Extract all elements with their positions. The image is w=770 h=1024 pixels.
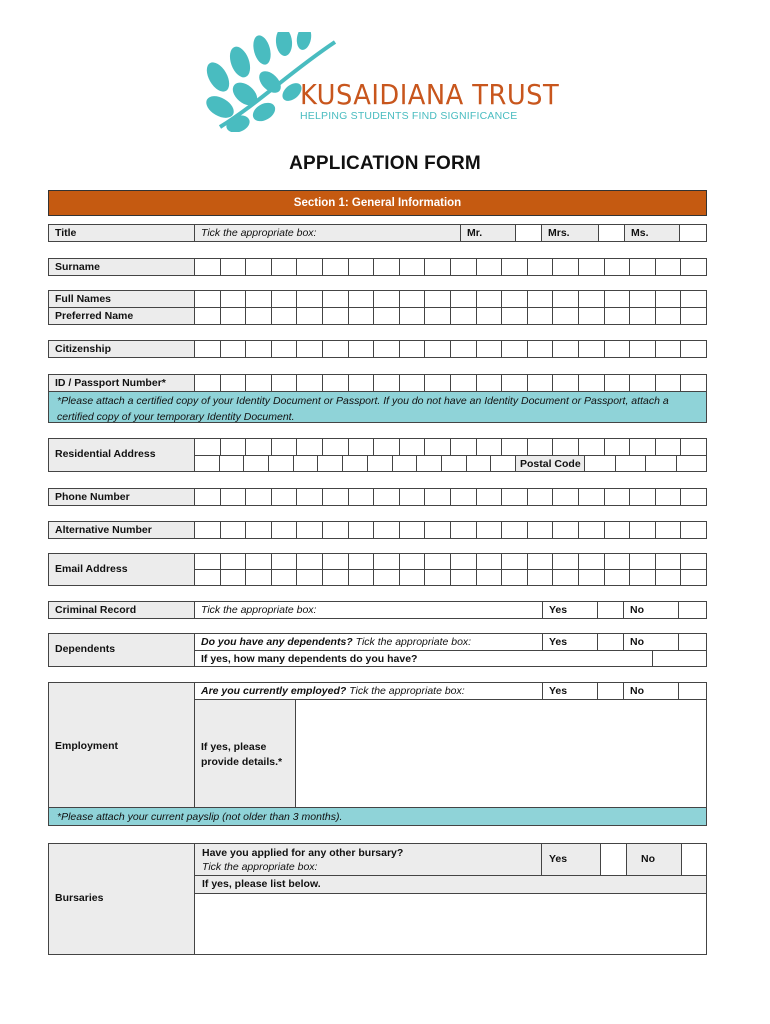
bursaries-yes-checkbox[interactable]: [600, 843, 627, 876]
address-label: Residential Address: [48, 438, 195, 472]
email-line1: [194, 553, 707, 570]
mrs-label: Mrs.: [542, 225, 599, 241]
citizenship-boxes[interactable]: [195, 341, 706, 357]
employment-question: [195, 683, 543, 699]
bursaries-no-label: No: [626, 843, 682, 876]
address-line1: [194, 438, 707, 456]
surname-boxes[interactable]: [195, 259, 706, 275]
criminal-no-checkbox[interactable]: [679, 602, 706, 618]
address-line2-boxes[interactable]: [195, 456, 515, 471]
criminal-label: Criminal Record: [49, 602, 195, 618]
dependents-question-rest: Tick the appropriate box:: [352, 636, 472, 648]
email-line1-boxes[interactable]: [195, 554, 706, 569]
surname-label: Surname: [49, 259, 195, 275]
mrs-checkbox[interactable]: [599, 225, 625, 241]
alt-phone-boxes[interactable]: [195, 522, 706, 538]
mr-checkbox[interactable]: [516, 225, 542, 241]
alt-phone-label: Alternative Number: [49, 522, 195, 538]
dependents-question: [195, 634, 543, 650]
alt-phone-row: [48, 521, 707, 539]
preferred-name-boxes[interactable]: [195, 308, 706, 324]
postal-code-label: Postal Code: [515, 456, 585, 471]
dependents-yes-label: Yes: [543, 634, 598, 650]
employment-yes-checkbox[interactable]: [598, 683, 624, 699]
surname-row: [48, 258, 707, 276]
criminal-yes-label: Yes: [543, 602, 598, 618]
logo-title: KUSAIDIANA TRUST: [300, 78, 560, 111]
phone-boxes[interactable]: [195, 489, 706, 505]
bursaries-followup: If yes, please list below.: [194, 875, 707, 894]
title-label: Title: [49, 225, 195, 241]
address-line1-boxes[interactable]: [195, 439, 706, 455]
ms-checkbox[interactable]: [680, 225, 706, 241]
email-line2-boxes[interactable]: [195, 570, 706, 585]
employment-details-label: If yes, please provide details.*: [194, 699, 296, 808]
dependents-yes-checkbox[interactable]: [598, 634, 624, 650]
dependents-no-checkbox[interactable]: [679, 634, 706, 650]
logo-tagline: HELPING STUDENTS FIND SIGNIFICANCE: [300, 110, 518, 122]
full-names-label: Full Names: [49, 291, 195, 307]
dependents-followup-row: [194, 650, 707, 667]
dependents-count-input[interactable]: [653, 651, 706, 666]
phone-label: Phone Number: [49, 489, 195, 505]
employment-no-label: No: [624, 683, 679, 699]
full-names-row: [48, 290, 707, 308]
preferred-name-row: [48, 307, 707, 325]
employment-details-input[interactable]: [295, 699, 707, 808]
bursaries-label: Bursaries: [48, 843, 195, 955]
dependents-question-row: [194, 633, 707, 651]
id-label: ID / Passport Number*: [49, 375, 195, 391]
dependents-followup: If yes, how many dependents do you have?: [195, 651, 653, 666]
title-row: [48, 224, 707, 242]
dependents-no-label: No: [624, 634, 679, 650]
employment-question-bold: Are you currently employed?: [201, 685, 347, 697]
phone-row: [48, 488, 707, 506]
bursaries-instruction: Tick the appropriate box:: [202, 861, 318, 873]
mr-label: Mr.: [461, 225, 516, 241]
bursaries-question-cell: [194, 843, 542, 876]
ms-label: Ms.: [625, 225, 680, 241]
employment-label: Employment: [48, 682, 195, 808]
criminal-yes-checkbox[interactable]: [598, 602, 624, 618]
citizenship-row: [48, 340, 707, 358]
employment-note: *Please attach your current payslip (not older than 3 months).: [48, 807, 707, 826]
criminal-row: [48, 601, 707, 619]
dependents-question-bold: Do you have any dependents?: [201, 636, 353, 648]
bursaries-no-checkbox[interactable]: [681, 843, 707, 876]
employment-question-rest: Tick the appropriate box:: [346, 685, 465, 697]
bursaries-yes-label: Yes: [541, 843, 601, 876]
employment-no-checkbox[interactable]: [679, 683, 706, 699]
form-title: APPLICATION FORM: [289, 153, 481, 174]
section-header: Section 1: General Information: [48, 190, 707, 216]
email-line2: [194, 569, 707, 586]
postal-code-boxes[interactable]: [585, 456, 706, 471]
address-line2: [194, 455, 707, 472]
employment-question-row: [194, 682, 707, 700]
id-boxes[interactable]: [195, 375, 706, 391]
preferred-name-label: Preferred Name: [49, 308, 195, 324]
id-note: *Please attach a certified copy of your Identity Document or Passport. If you do not have an Identity Document or Passport, attach a certified copy of your temporary Identity Document.: [48, 391, 707, 423]
email-label: Email Address: [48, 553, 195, 586]
bursaries-question: Have you applied for any other bursary?: [202, 847, 404, 859]
full-names-boxes[interactable]: [195, 291, 706, 307]
criminal-no-label: No: [624, 602, 679, 618]
citizenship-label: Citizenship: [49, 341, 195, 357]
bursaries-list-input[interactable]: [194, 893, 707, 955]
dependents-label: Dependents: [48, 633, 195, 667]
id-row: [48, 374, 707, 392]
title-instruction: Tick the appropriate box:: [195, 225, 461, 241]
employment-yes-label: Yes: [543, 683, 598, 699]
criminal-instruction: Tick the appropriate box:: [195, 602, 543, 618]
